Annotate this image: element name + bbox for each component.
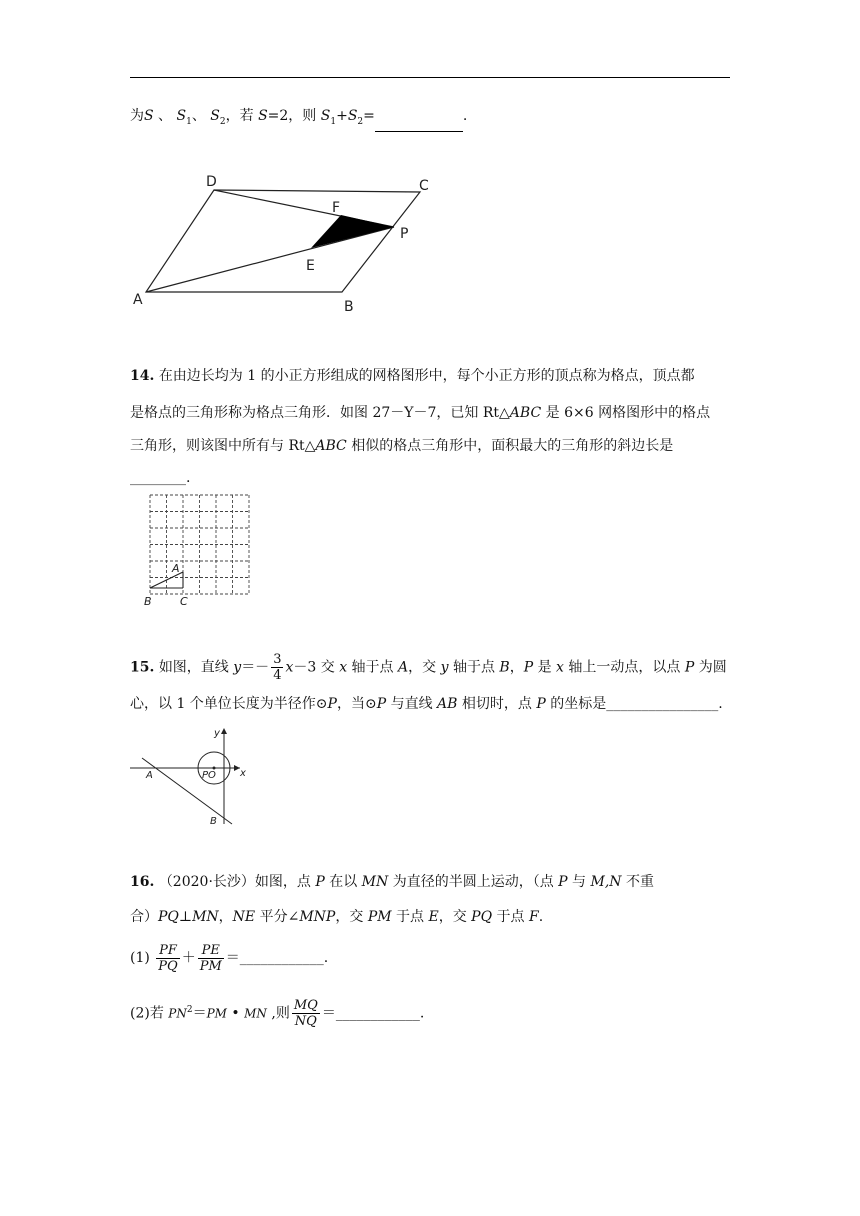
label-b: B — [344, 299, 354, 315]
text: + — [336, 108, 348, 124]
numerator: MQ — [293, 998, 318, 1014]
label-p: P — [400, 226, 409, 242]
var: S — [347, 108, 358, 124]
var: PQ — [158, 909, 179, 925]
text: 为直径的半圆上运动，（点 — [388, 874, 559, 890]
answer-blank: ____________. — [335, 1005, 425, 1022]
text: = — [363, 108, 375, 124]
label-a: A — [146, 770, 153, 781]
question-number: 14. — [130, 368, 155, 384]
part-label: (2)若 — [130, 1005, 169, 1022]
text: ＝ — [321, 1005, 336, 1022]
q14-line3 — [130, 436, 673, 456]
var: MN — [361, 874, 389, 890]
denominator: PQ — [158, 958, 178, 974]
numerator: PE — [198, 943, 224, 959]
label-c: C — [180, 595, 188, 608]
var: PN — [168, 1006, 187, 1021]
text: 在以 — [324, 874, 362, 890]
var: x — [339, 659, 348, 676]
q15-line2 — [130, 694, 723, 714]
label-a: A — [133, 292, 143, 308]
var: S — [210, 108, 220, 124]
var: P — [536, 696, 546, 712]
answer-blank: ________. — [130, 470, 191, 486]
text: 合） — [130, 909, 158, 925]
text: 平分∠ — [255, 909, 300, 925]
text: 是 6×6 网格图形中的格点 — [541, 405, 711, 421]
sup: 2 — [186, 1005, 193, 1015]
var: ABC — [315, 438, 347, 454]
text: ⊥ — [178, 909, 193, 925]
sub: 1 — [330, 116, 337, 127]
text: －3 交 — [293, 659, 340, 676]
denominator: 4 — [273, 668, 282, 683]
var: S — [258, 108, 268, 124]
numerator: 3 — [273, 652, 282, 667]
figure-axes-circle — [128, 724, 258, 834]
text: （2020·长沙）如图，点 — [158, 874, 316, 890]
label-b: B — [210, 816, 217, 827]
label-a: A — [172, 562, 180, 575]
text: 与 — [567, 874, 591, 890]
var: B — [499, 659, 510, 676]
var: PM — [206, 1006, 227, 1021]
var: AB — [437, 696, 458, 712]
text: 为 — [130, 108, 144, 124]
text: 三角形，则该图中所有与 Rt△ — [130, 438, 316, 454]
q14-line4 — [130, 468, 190, 488]
figure-grid — [140, 492, 260, 612]
text: 心，以 1 个单位长度为半径作⊙ — [130, 696, 328, 712]
numerator: PF — [156, 943, 179, 959]
text: 不重 — [621, 874, 654, 890]
text: ＋ — [181, 950, 196, 966]
text: ＝ — [225, 950, 240, 966]
figure-parallelogram — [128, 170, 438, 320]
parallelogram-outline — [146, 190, 420, 292]
label-po: PO — [202, 770, 216, 781]
var: P — [523, 659, 534, 676]
text: 如图，直线 — [158, 659, 234, 676]
var: P — [327, 696, 337, 712]
text: ，交 — [438, 909, 472, 925]
text: ，交 — [408, 659, 441, 676]
answer-blank — [375, 117, 463, 132]
fraction-pe-pm — [198, 943, 224, 974]
fraction-3-4 — [271, 652, 283, 683]
fraction-pf-pq — [156, 943, 179, 974]
q14-line1 — [130, 366, 695, 386]
var: P — [684, 659, 695, 676]
var: y — [440, 659, 449, 676]
var: S — [144, 108, 154, 124]
denominator: PM — [199, 958, 222, 974]
var: P — [558, 874, 568, 890]
text: 是 — [533, 659, 557, 676]
label-d: D — [206, 174, 217, 190]
text: 是格点的三角形称为格点三角形．如图 27－Y－7，已知 Rt△ — [130, 405, 510, 421]
text: . — [538, 909, 544, 925]
text: ，当⊙ — [336, 696, 377, 712]
var: M,N — [590, 874, 622, 890]
q16-part2 — [130, 992, 424, 1028]
var: F — [528, 909, 539, 925]
question-number: 16. — [130, 874, 155, 890]
text: 相切时，点 — [457, 696, 537, 712]
var: S — [320, 108, 331, 124]
text: ， — [509, 659, 524, 676]
var: x — [556, 659, 564, 676]
answer-blank: ____________. — [239, 950, 329, 966]
label-e: E — [306, 258, 315, 274]
header-rule — [130, 77, 730, 78]
text: ，若 — [225, 108, 254, 124]
var: MN — [244, 1006, 267, 1021]
sub: 1 — [186, 116, 192, 127]
text: 、 — [158, 108, 173, 124]
var: PQ — [471, 909, 493, 925]
label-y: y — [214, 728, 220, 739]
var: S — [176, 108, 187, 124]
var: MN — [192, 909, 219, 925]
q16-part1 — [130, 940, 328, 976]
q13-tail-line — [130, 106, 467, 132]
var: P — [376, 696, 387, 712]
var: ABC — [509, 405, 542, 421]
label-b: B — [144, 595, 152, 608]
var: y — [233, 659, 242, 676]
label-c: C — [419, 178, 429, 194]
text: =2，则 — [267, 108, 317, 124]
sub: 2 — [219, 116, 226, 127]
text: 轴于点 — [448, 659, 500, 676]
var: P — [315, 874, 325, 890]
text: 与直线 — [386, 696, 438, 712]
text: • — [226, 1005, 245, 1022]
var: x — [285, 659, 294, 676]
text: 为圆 — [694, 659, 727, 676]
shaded-triangle — [311, 215, 394, 248]
text: . — [462, 108, 468, 124]
label-x: x — [240, 768, 246, 779]
var: NE — [232, 909, 256, 925]
text: 的坐标是________________. — [545, 696, 723, 712]
q16-line2 — [130, 907, 543, 927]
var: PM — [367, 909, 392, 925]
text: 于点 — [492, 909, 529, 925]
text: ，交 — [335, 909, 368, 925]
text: 、 — [191, 108, 206, 124]
text: ,则 — [266, 1005, 290, 1022]
denominator: NQ — [294, 1014, 317, 1030]
sub: 2 — [357, 116, 364, 127]
label-f: F — [332, 200, 341, 216]
q14-line2 — [130, 403, 710, 423]
fraction-mq-nq — [292, 998, 320, 1029]
y-arrow — [221, 728, 227, 734]
part-label: (1) — [130, 950, 150, 966]
text: ， — [218, 909, 233, 925]
text: 于点 — [391, 909, 429, 925]
text: 在由边长均为 1 的小正方形组成的网格图形中，每个小正方形的顶点称为格点，顶点都 — [158, 368, 695, 384]
text: 相似的格点三角形中，面积最大的三角形的斜边长是 — [346, 438, 674, 454]
q15-line1 — [130, 652, 727, 683]
q16-line1 — [130, 872, 654, 892]
var: A — [398, 659, 409, 676]
var: MNP — [299, 909, 336, 925]
text: ＝ — [192, 1005, 207, 1022]
text: 轴上一动点，以点 — [563, 659, 685, 676]
text: ＝－ — [241, 659, 270, 676]
text: 轴于点 — [347, 659, 398, 676]
question-number: 15. — [130, 659, 155, 676]
var: E — [428, 909, 439, 925]
